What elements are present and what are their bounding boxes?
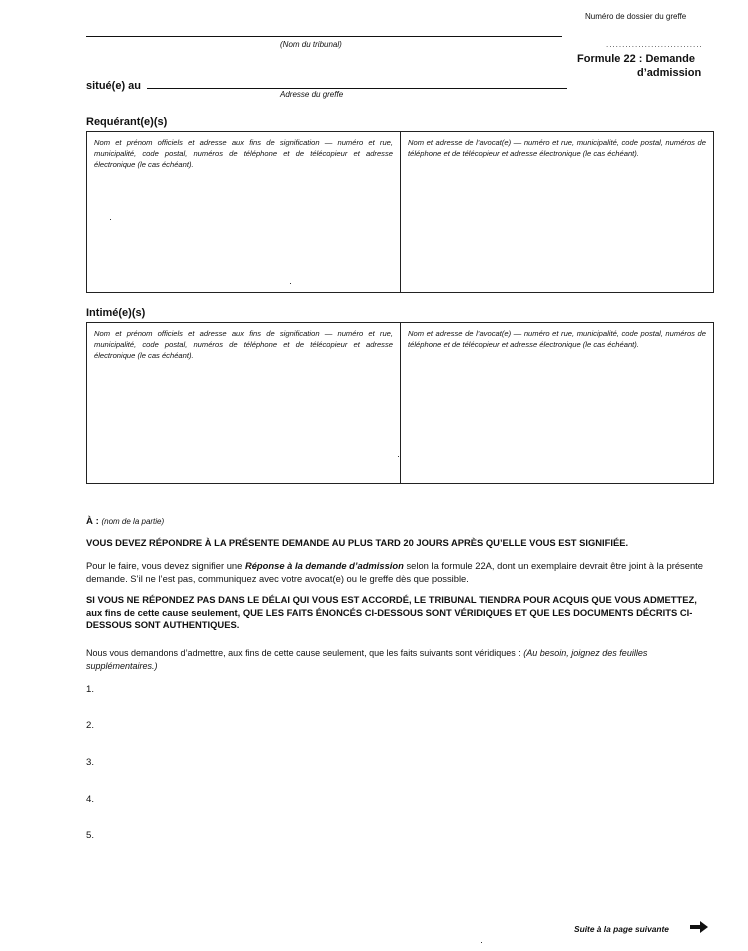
applicant-heading: Requérant(e)(s) (86, 116, 168, 128)
request-text (86, 647, 714, 672)
how-to-respond-text (86, 560, 714, 585)
how-part2: selon la formule 22A, dont un exemplaire devrait être joint à la présente demande. S’il ne l’est pas, communiquez avec votre avocat(e) ou le greffe dès que possible. (86, 560, 703, 584)
applicant-lawyer-field[interactable]: Nom et adresse de l’avocat(e) — numéro et rue, municipalité, code postal, numéros de téléphone et de télécopieur et adresse électronique (le cas échéant). (408, 138, 706, 158)
must-respond-text: VOUS DEVEZ RÉPONDRE À LA PRÉSENTE DEMANDE AU PLUS TARD 20 JOURS APRÈS QU’ELLE VOUS EST SIGNIFIÉE. (86, 537, 629, 548)
scan-speck (398, 456, 399, 457)
request-main: Nous vous demandons d’admettre, aux fins de cette cause seulement, que les faits suivants sont véridiques : (86, 648, 524, 658)
right-arrow-icon (690, 921, 708, 933)
fact-item-5[interactable]: 5. (86, 830, 95, 841)
reply-form-title: Réponse à la demande d’admission (244, 560, 404, 571)
fact-item-1[interactable]: 1. (86, 684, 95, 695)
scan-speck (290, 283, 291, 284)
applicant-box (86, 131, 714, 293)
registry-caption: Adresse du greffe (280, 90, 344, 99)
scan-speck (481, 942, 482, 943)
how-part1: Pour le faire, vous devez signifier une (86, 560, 245, 571)
respondent-lawyer-field[interactable]: Nom et adresse de l’avocat(e) — numéro et rue, municipalité, code postal, numéros de téléphone et de télécopieur et adresse électronique (le cas échéant). (408, 329, 706, 349)
respondent-details-field[interactable]: Nom et prénom officiels et adresse aux fins de signification — numéro et rue, municipalité, code postal, numéros de téléphone et de télécopieur et adresse électronique (le cas échéant). (87, 323, 401, 483)
fact-item-4[interactable]: 4. (86, 794, 95, 805)
court-file-label: Numéro de dossier du greffe (585, 12, 687, 21)
located-at-label: situé(e) au (86, 80, 142, 92)
respondent-heading: Intimé(e)(s) (86, 307, 146, 319)
continue-label: Suite à la page suivante (574, 924, 669, 934)
fact-item-2[interactable]: 2. (86, 720, 95, 731)
court-name-caption: (Nom du tribunal) (280, 40, 342, 49)
to-caption: (nom de la partie) (101, 517, 165, 526)
to-label: À : (86, 516, 99, 527)
form-number: Formule 22 : Demande (577, 53, 695, 65)
respondent-box (86, 322, 714, 484)
form-title: d’admission (637, 67, 702, 79)
to-line (86, 516, 164, 527)
warning-text: SI VOUS NE RÉPONDEZ PAS DANS LE DÉLAI QUI VOUS EST ACCORDÉ, LE TRIBUNAL TIENDRA POUR ACQUIS QUE VOUS ADMETTEZ, aux fins de cette cause seulement, QUE LES FAITS ÉNONCÉS CI-DESSOUS SONT VÉRIDIQUES ET QUE LES DOCUMENTS DÉCRITS CI-DESSOUS SONT AUTHENTIQUES. (86, 594, 697, 630)
court-name-line[interactable] (86, 36, 562, 37)
scan-speck (110, 219, 111, 220)
registry-address-line[interactable] (147, 88, 567, 89)
court-file-field[interactable]: .............................. (606, 40, 703, 49)
applicant-details-field[interactable]: Nom et prénom officiels et adresse aux fins de signification — numéro et rue, municipalité, code postal, numéros de téléphone et de télécopieur et adresse électronique (le cas échéant). (87, 132, 401, 292)
request-note: (Au besoin, joignez des feuilles supplémentaires.) (86, 648, 648, 671)
fact-item-3[interactable]: 3. (86, 757, 95, 768)
